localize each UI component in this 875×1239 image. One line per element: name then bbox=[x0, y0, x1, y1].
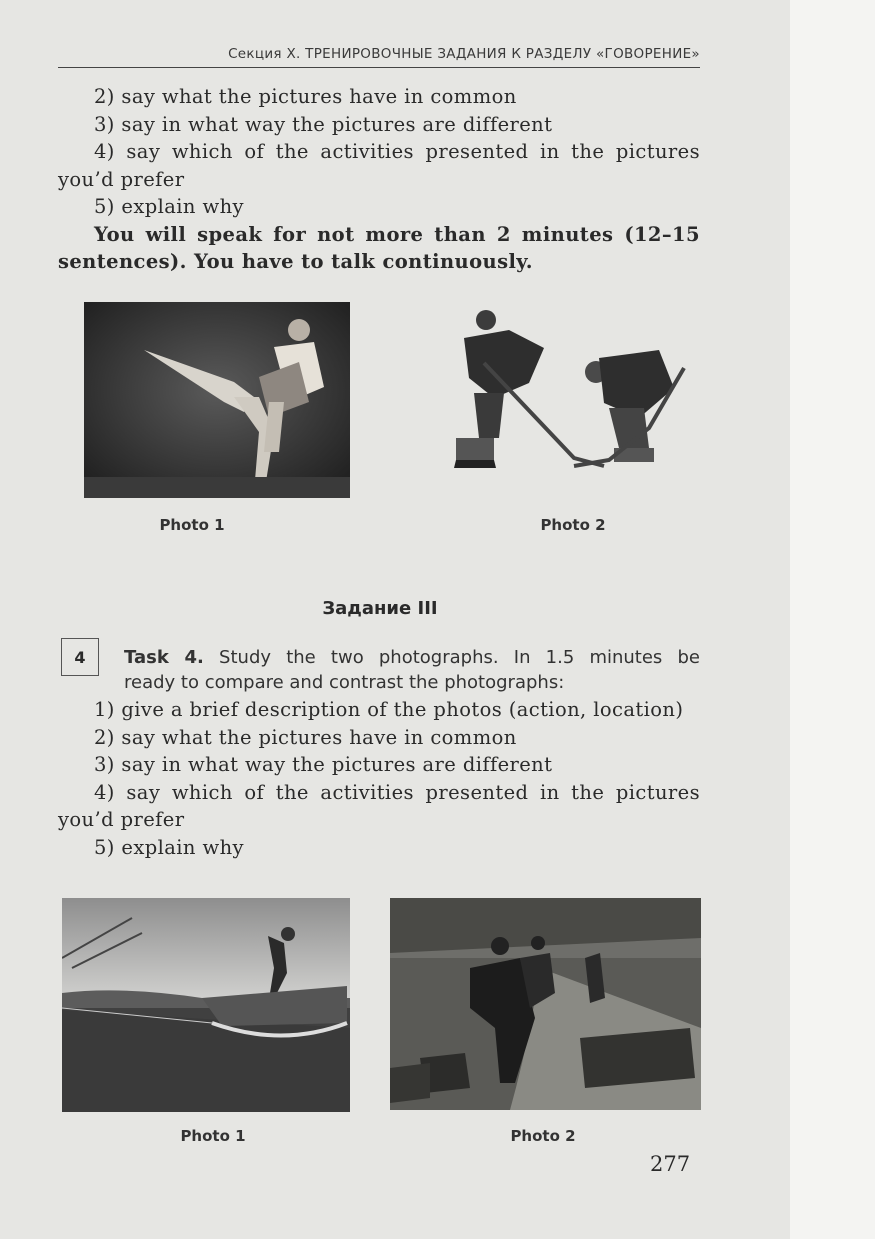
task-number-box: 4 bbox=[61, 638, 99, 676]
ice-hockey-illustration bbox=[434, 308, 696, 478]
task-intro-line: Study the two photographs. In 1.5 minutes be bbox=[203, 647, 700, 668]
list-item: 4) say which of the activities presented in the pictures bbox=[94, 140, 700, 163]
task-intro bbox=[124, 645, 700, 695]
ice-hockey-photo bbox=[434, 308, 696, 478]
page-number: 277 bbox=[650, 1152, 691, 1176]
list-item: 2) say what the pictures have in common bbox=[94, 85, 517, 108]
list-item: 4) say which of the activities presented in the pictures bbox=[94, 780, 700, 804]
horse-hunting-illustration bbox=[390, 898, 701, 1110]
waterskiing-photo bbox=[62, 898, 350, 1112]
figure-skating-illustration bbox=[84, 302, 350, 498]
horse-hunting-photo bbox=[390, 898, 701, 1110]
task-instructions bbox=[58, 696, 700, 861]
task-intro-line: ready to compare and contrast the photographs: bbox=[124, 672, 565, 693]
list-item-continuation: you’d prefer bbox=[58, 808, 185, 831]
section-title: Задание III bbox=[322, 598, 438, 619]
bold-instruction: sentences). You have to talk continuously. bbox=[58, 250, 533, 273]
list-item: 3) say in what way the pictures are different bbox=[94, 112, 553, 136]
list-item: 2) say what the pictures have in common bbox=[94, 725, 517, 749]
list-item: 5) explain why bbox=[94, 195, 244, 218]
task-label: Task 4. bbox=[124, 647, 204, 668]
list-item: 1) give a brief description of the photos (action, location) bbox=[94, 698, 684, 721]
list-item: 3) say in what way the pictures are different bbox=[94, 753, 553, 776]
bold-instruction: You will speak for not more than 2 minutes (12–15 bbox=[94, 222, 700, 246]
waterskiing-illustration bbox=[62, 898, 350, 1112]
photo-caption: Photo 2 bbox=[540, 516, 606, 534]
running-header: Секция X. ТРЕНИРОВОЧНЫЕ ЗАДАНИЯ К РАЗДЕЛУ «ГОВОРЕНИЕ» bbox=[58, 46, 700, 68]
list-item-continuation: you’d prefer bbox=[58, 167, 185, 191]
photo-caption: Photo 2 bbox=[510, 1127, 576, 1145]
photo-caption: Photo 1 bbox=[180, 1127, 246, 1145]
list-item: 5) explain why bbox=[94, 835, 244, 859]
page-margin bbox=[790, 0, 875, 1239]
figure-skating-photo bbox=[84, 302, 350, 498]
top-instructions bbox=[58, 83, 700, 276]
photo-caption: Photo 1 bbox=[159, 516, 225, 534]
